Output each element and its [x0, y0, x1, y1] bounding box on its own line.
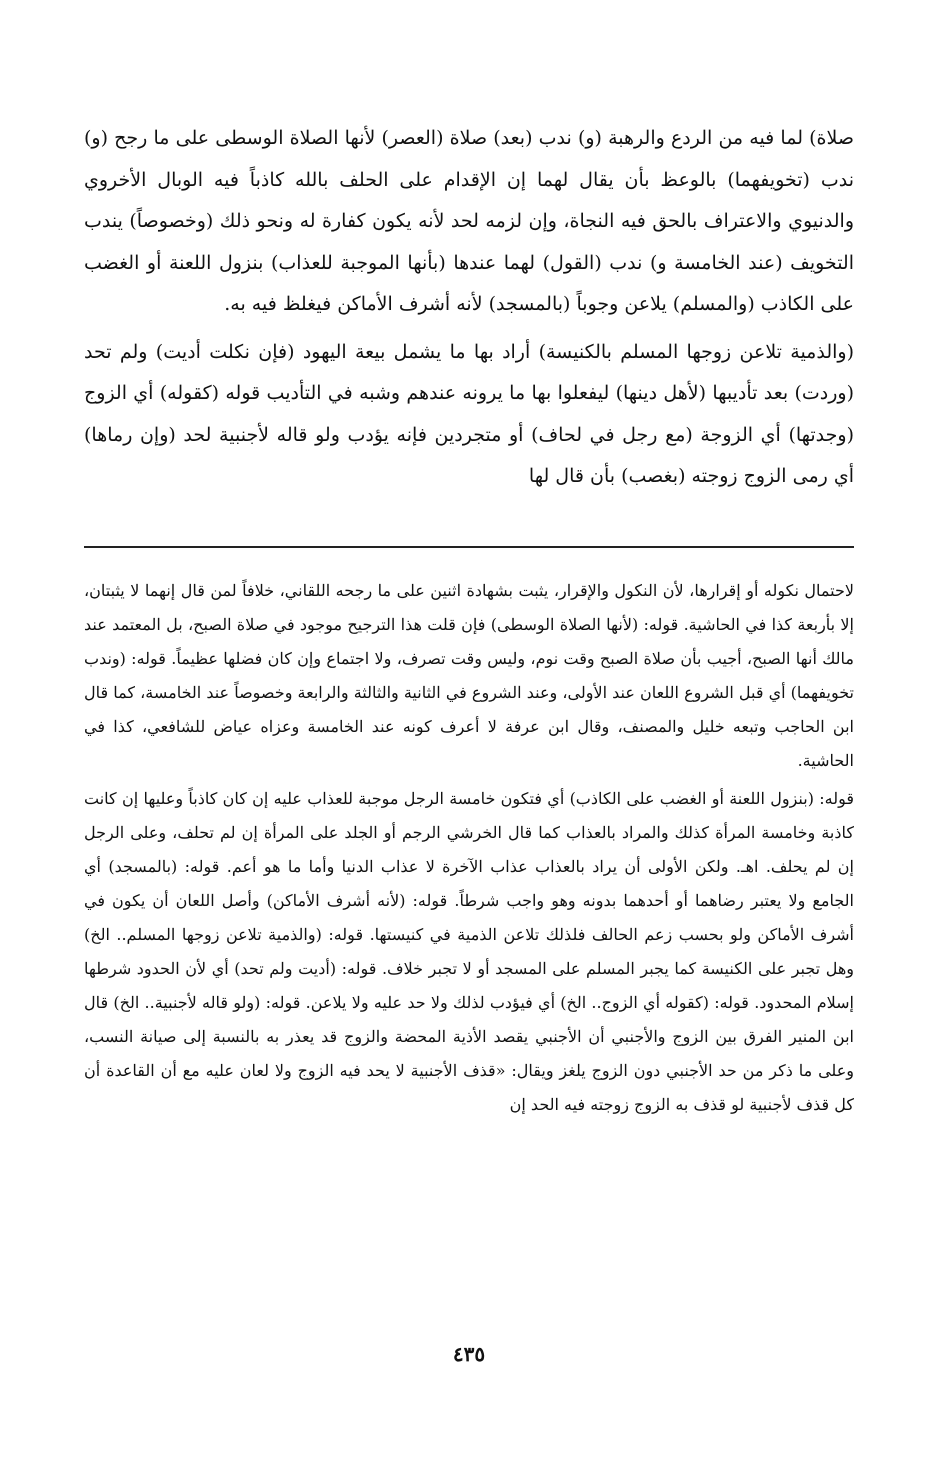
footnotes	[84, 574, 854, 1122]
book-page	[84, 118, 854, 1469]
page-number: ٤٣٥	[452, 1342, 486, 1366]
main-text	[84, 118, 854, 498]
footnote-paragraph-2: قوله: (بنزول اللعنة أو الغضب على الكاذب) أي فتكون خامسة الرجل موجبة للعذاب عليه إن كان كاذباً وعليها إن كانت كاذبة وخامسة المرأة كذلك والمراد بالعذاب كما قال الخرشي الرجم أو الجلد على المرأة إن لم تحلف، وعلى الرجل إن لم يحلف. اهـ. ولكن الأولى أن يراد بالعذاب عذاب الآخرة لا عذاب الدنيا وأما ما هو أعم. قوله: (بالمسجد) أي الجامع ولا يعتبر رضاهما أو أحدهما بدونه وهو واجب شرطاً. قوله: (لأنه أشرف الأماكن) وأصل اللعان أن يكون في أشرف الأماكن ولو بحسب زعم الحالف فلذلك تلاعن الذمية في كنيستها. قوله: (والذمية تلاعن زوجها المسلم.. الخ) وهل تجبر على الكنيسة كما يجبر المسلم على المسجد أو لا تجبر خلاف. قوله: (أديت ولم تحد) أي لأن الحدود شرطها إسلام المحدود. قوله: (كقوله أي الزوج.. الخ) أي فيؤدب لذلك ولا حد عليه ولا يلاعن. قوله: (ولو قاله لأجنبية.. الخ) قال ابن المنير الفرق بين الزوج والأجنبي أن الأجنبي يقصد الأذية المحضة والزوج قد يعذر به بالنسبة إلى صيانة النسب، وعلى ما ذكر من حد الأجنبي دون الزوج يلغز ويقال: «قذف الأجنبية لا يحد فيه الزوج ولا لعان عليه مع أن القاعدة أن كل قذف لأجنبية لو قذف به الزوج زوجته فيه الحد إن	[84, 789, 854, 1114]
main-paragraph-2: (والذمية تلاعن زوجها المسلم بالكنيسة) أراد بها ما يشمل بيعة اليهود (فإن نكلت أديت) ولم تحد (وردت) بعد تأديبها (لأهل دينها) ليفعلوا بها ما يرونه عندهم وشبه في التأديب قوله (كقوله) أي الزوج (وجدتها) أي الزوجة (مع رجل في لحاف) أو متجردين فإنه يؤدب ولو قاله لأجنبية لحد (وإن رماها) أي رمى الزوج زوجته (بغصب) بأن قال لها	[84, 340, 854, 487]
footnote-divider	[84, 546, 854, 548]
footnote-paragraph-1: لاحتمال نكوله أو إقرارها، لأن النكول والإقرار، يثبت بشهادة اثنين على ما رجحه اللقاني، خلافاً لمن قال إنهما لا يثبتان، إلا بأربعة كذا في الحاشية. قوله: (لأنها الصلاة الوسطى) فإن قلت هذا الترجيح موجود في صلاة الصبح، بل المعتمد عند مالك أنها الصبح، أجيب بأن صلاة الصبح وقت نوم، وليس وقت تصرف، ولا اجتماع وإن كان فضلها عظيماً. قوله: (وندب تخويفهما) أي قبل الشروع اللعان عند الأولى، وعند الشروع في الثانية والثالثة والرابعة وخصوصاً عند الخامسة، كما قال ابن الحاجب وتبعه خليل والمصنف، وقال ابن عرفة لا أعرف كونه عند الخامسة وعزاه عياض للشافعي، كذا في الحاشية.	[84, 581, 855, 770]
main-paragraph-1: صلاة) لما فيه من الردع والرهبة (و) ندب (بعد) صلاة (العصر) لأنها الصلاة الوسطى على ما رجح (و) ندب (تخويفهما) بالوعظ بأن يقال لهما إن الإقدام على الحلف بالله كاذباً فيه الوبال الأخروي والدنيوي والاعتراف بالحق فيه النجاة، وإن لزمه لحد لأنه يكون كفارة له ونحو ذلك (وخصوصاً) يندب التخويف (عند الخامسة و) ندب (القول) لهما عندها (بأنها الموجبة للعذاب) بنزول اللعنة أو الغضب على الكاذب (والمسلم) يلاعن وجوباً (بالمسجد) لأنه أشرف الأماكن فيغلظ فيه به.	[84, 127, 854, 315]
